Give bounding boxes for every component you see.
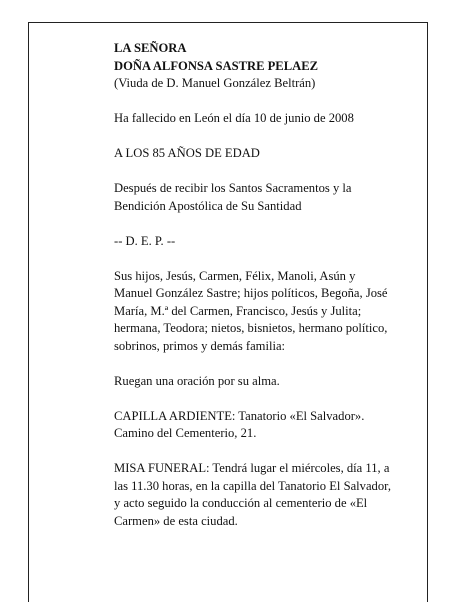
widow-of-line: (Viuda de D. Manuel González Beltrán) <box>114 76 316 90</box>
family-line-3: María, M.ª del Carmen, Francisco, Jesús y Julita; <box>114 303 362 318</box>
chapel-line-1: CAPILLA ARDIENTE: Tanatorio «El Salvador». <box>114 408 365 423</box>
sacraments-line-2: Bendición Apostólica de Su Santidad <box>114 198 302 213</box>
funeral-line-2: las 11.30 horas, en la capilla del Tanatorio El Salvador, <box>114 478 391 493</box>
chapel-line-2: Camino del Cementerio, 21. <box>114 426 257 440</box>
family-line-4: hermana, Teodora; nietos, bisnietos, hermano político, <box>114 321 388 335</box>
family-line-1: Sus hijos, Jesús, Carmen, Félix, Manoli, Asún y <box>114 268 356 283</box>
heading-title: LA SEÑORA <box>114 41 187 55</box>
funeral-line-4: Carmen» de esta ciudad. <box>114 513 238 528</box>
prayer-line: Ruegan una oración por su alma. <box>114 373 280 388</box>
deceased-name: DOÑA ALFONSA SASTRE PELAEZ <box>114 58 319 73</box>
family-line-2: Manuel González Sastre; hijos políticos, Begoña, José <box>114 286 388 300</box>
death-notice: Ha fallecido en León el día 10 de junio de 2008 <box>114 111 354 125</box>
age-line: A LOS 85 AÑOS DE EDAD <box>114 146 260 160</box>
rip-line: -- D. E. P. -- <box>114 233 176 248</box>
obituary-notice <box>114 40 432 530</box>
family-line-5: sobrinos, primos y demás familia: <box>114 338 286 353</box>
funeral-line-1: MISA FUNERAL: Tendrá lugar el miércoles, día 11, a <box>114 461 390 475</box>
funeral-line-3: y acto seguido la conducción al cementerio de «El <box>114 496 368 510</box>
sacraments-line-1: Después de recibir los Santos Sacramentos y la <box>114 181 352 195</box>
